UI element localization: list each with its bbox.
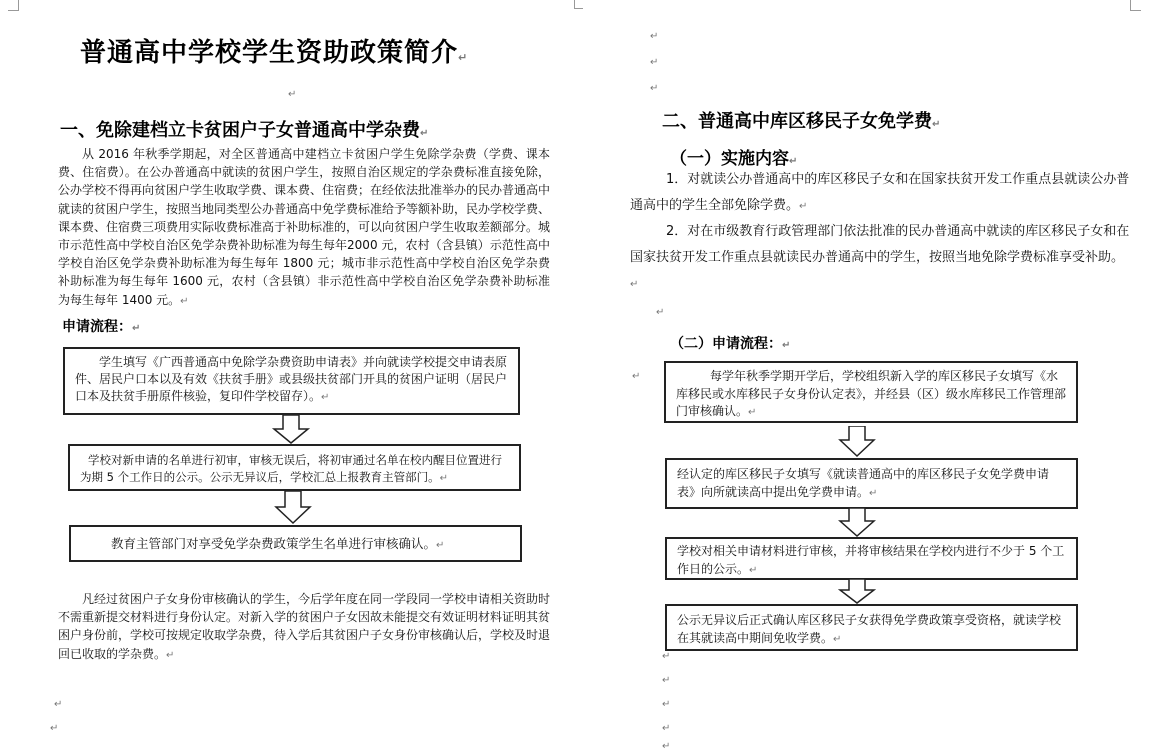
right-flow-step-3: 学校对相关申请材料进行审核，并将审核结果在学校内进行不少于 5 个工作日的公示。↵ <box>665 537 1078 580</box>
right-flow-step-2: 经认定的库区移民子女填写《就读普通高中的库区移民子女免学费申请表》向所就读高中提出免学费申请。↵ <box>665 458 1078 509</box>
right-flow-step-4: 公示无异议后正式确认库区移民子女获得免学费政策享受资格，就读学校在其就读高中期间免收学费。↵ <box>665 604 1078 651</box>
paragraph-mark: ↵ <box>50 723 59 734</box>
paragraph-mark: ↵ <box>662 651 671 662</box>
flow-arrow-down-icon <box>838 579 876 605</box>
right-flow-step-1: 每学年秋季学期开学后，学校组织新入学的库区移民子女填写《水库移民或水库移民子女身份认定表》，并经县（区）级水库移民工作管理部门审核确认。↵ <box>664 361 1078 423</box>
left-flow-step-2: 学校对新申请的名单进行初审，审核无误后，将初审通过名单在校内醒目位置进行为期 5 个工作日的公示。公示无异议后，学校汇总上报教育主管部门。↵ <box>68 444 521 491</box>
section2-sub1-heading: （一）实施内容↵ <box>670 149 798 169</box>
section1-body: 从 2016 年秋季学期起，对全区普通高中建档立卡贫困户学生免除学杂费（学费、课本费、住宿费）。在公办普通高中就读的贫困户学生，按照自治区规定的学杂费标准直接免除，公办学校不得再向贫困户学生收取学费、课本费、住宿费；在经依法批准举办的民办普通高中就读的贫困户学生，按照当地同类型公办普通高中免学费标准给予等额补助，民办学校学费、课本费、住宿费三项费用实际收费标准高于补助标准的，可以向贫困户学生收取差额部分。城市示范性高中学校自治区免学杂费补助标准为每生每年2000 元，农村（含县镇）示范性高中学校自治区免学杂费补助标准为每生每年 1800 元；城市非示范性高中学校自治区免学杂费补助标准为每生每年 1600 元，农村（含县镇）非示范性高中学校自治区免学杂费补助标准为每生每年 1400 元。↵ <box>58 147 551 307</box>
section2-item-1: 1．对就读公办普通高中的库区移民子女和在国家扶贫开发工作重点县就读公办普通高中的学生全部免除学费。↵ <box>630 172 1130 213</box>
left-flow-step-3: 教育主管部门对享受免学杂费政策学生名单进行审核确认。↵ <box>69 525 522 562</box>
page-corner-mark <box>1130 0 1141 11</box>
paragraph-mark: ↵ <box>662 699 671 710</box>
page-corner-mark <box>574 0 583 9</box>
paragraph-mark: ↵ <box>288 89 297 100</box>
paragraph-mark: ↵ <box>662 741 671 752</box>
paragraph-mark: ↵ <box>650 57 659 68</box>
flow-arrow-down-icon <box>271 415 311 445</box>
flow-arrow-down-icon <box>838 508 876 538</box>
section2-item-2: 2．对在市级教育行政管理部门依法批准的民办普通高中就读的库区移民子女和在国家扶贫开发工作重点县就读民办普通高中的学生，按照当地免除学费标准享受补助。↵ <box>630 224 1130 290</box>
left-flow-step-1: 学生填写《广西普通高中免除学杂费资助申请表》并向就读学校提交申请表原件、居民户口本以及有效《扶贫手册》或县级扶贫部门开具的贫困户证明（居民户口本及扶贫手册原件核验，复印件学校留存）。↵ <box>63 347 520 415</box>
paragraph-mark: ↵ <box>632 371 641 382</box>
paragraph-mark: ↵ <box>650 31 659 42</box>
flow-arrow-down-icon <box>273 491 313 525</box>
paragraph-mark: ↵ <box>54 699 63 710</box>
section2-heading: 二、普通高中库区移民子女免学费↵ <box>662 111 941 132</box>
section1-closing-paragraph: 凡经过贫困户子女身份审核确认的学生，今后学年度在同一学段同一学校申请相关资助时不需重新提交材料进行身份认定。对新入学的贫困户子女因故未能提交有效证明材料证明其贫困户身份前，学校可按规定收取学杂费，待入学后其贫困户子女身份审核确认后，学校及时退回已收取的学杂费。↵ <box>58 592 551 661</box>
document-title: 普通高中学校学生资助政策简介↵ <box>80 38 469 68</box>
paragraph-mark: ↵ <box>656 307 665 318</box>
paragraph-mark: ↵ <box>662 675 671 686</box>
paragraph-mark: ↵ <box>650 83 659 94</box>
section2-sub2-heading: （二）申请流程：↵ <box>670 336 791 352</box>
section1-process-heading: 申请流程：↵ <box>62 319 141 335</box>
page-corner-mark <box>8 0 19 11</box>
paragraph-mark: ↵ <box>662 723 671 734</box>
flow-arrow-down-icon <box>838 426 876 458</box>
section1-heading: 一、免除建档立卡贫困户子女普通高中学杂费↵ <box>60 120 429 141</box>
